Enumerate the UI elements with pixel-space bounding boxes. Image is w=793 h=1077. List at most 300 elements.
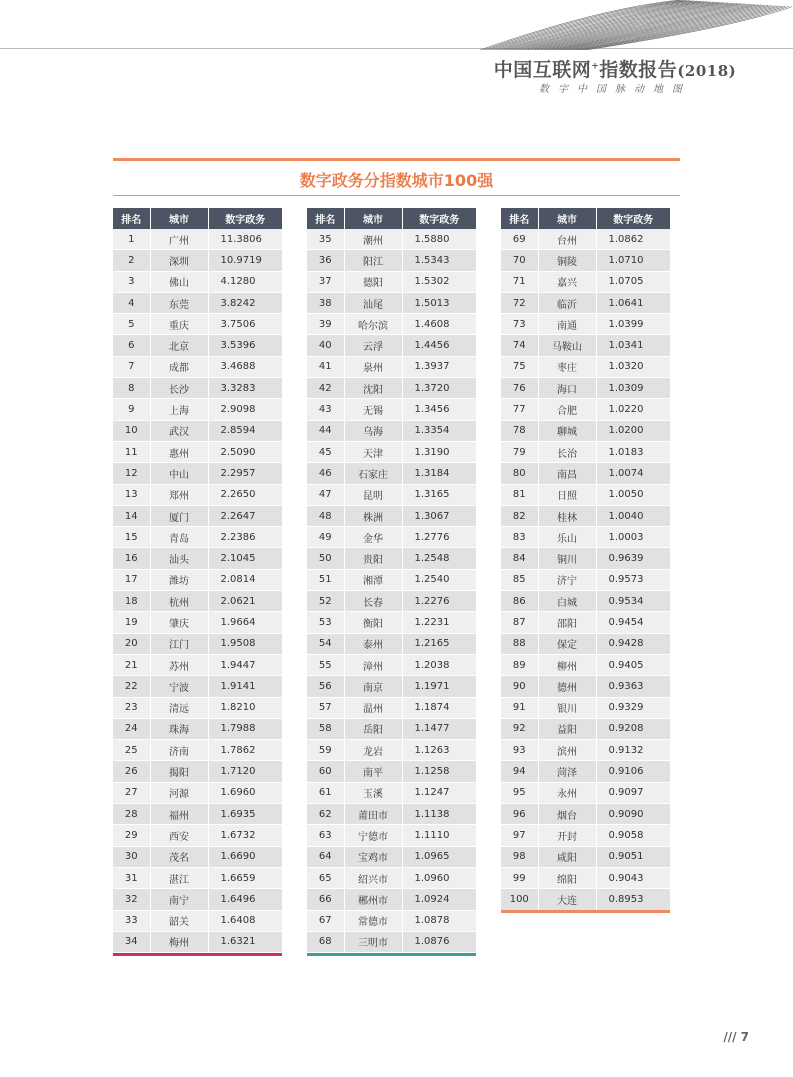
rank-cell: 60 [307,761,344,782]
rank-cell: 9 [113,399,150,420]
rank-cell: 18 [113,591,150,612]
city-cell: 宁波 [150,676,208,697]
table-row [113,527,282,548]
score-cell: 3.7506 [208,314,282,335]
table-row [501,314,670,335]
table-row [307,591,476,612]
city-cell: 韶关 [150,910,208,931]
rank-cell: 34 [113,931,150,952]
ranking-table-3 [501,208,670,911]
table-row [113,484,282,505]
table-row [501,229,670,250]
score-cell: 1.1247 [402,782,476,803]
score-cell: 2.5090 [208,441,282,462]
rank-cell: 76 [501,378,538,399]
city-cell: 茂名 [150,846,208,867]
table-row [113,463,282,484]
table-row [113,825,282,846]
rank-cell: 28 [113,804,150,825]
rank-cell: 16 [113,548,150,569]
table-row [307,654,476,675]
rank-cell: 78 [501,420,538,441]
table-row [501,378,670,399]
score-cell: 1.9508 [208,633,282,654]
score-cell: 1.7120 [208,761,282,782]
score-cell: 2.2386 [208,527,282,548]
city-cell: 江门 [150,633,208,654]
col-header-city: 城市 [344,208,402,229]
score-cell: 1.3937 [402,356,476,377]
rank-cell: 77 [501,399,538,420]
city-cell: 南宁 [150,889,208,910]
table-row [501,782,670,803]
rank-cell: 31 [113,867,150,888]
score-cell: 1.3456 [402,399,476,420]
city-cell: 惠州 [150,441,208,462]
city-cell: 中山 [150,463,208,484]
city-cell: 益阳 [538,718,596,739]
rank-cell: 89 [501,654,538,675]
city-cell: 武汉 [150,420,208,441]
table-header-row [501,208,670,229]
city-cell: 西安 [150,825,208,846]
score-cell: 0.9208 [596,718,670,739]
table-row [501,612,670,633]
city-cell: 贵阳 [344,548,402,569]
city-cell: 莆田市 [344,804,402,825]
col-header-city: 城市 [538,208,596,229]
col-header-score: 数字政务 [596,208,670,229]
score-cell: 11.3806 [208,229,282,250]
city-cell: 潮州 [344,229,402,250]
table-row [501,676,670,697]
city-cell: 东莞 [150,292,208,313]
score-cell: 1.6935 [208,804,282,825]
table-row [307,548,476,569]
table-row [113,718,282,739]
city-cell: 岳阳 [344,718,402,739]
score-cell: 1.0399 [596,314,670,335]
city-cell: 长治 [538,441,596,462]
city-cell: 湛江 [150,867,208,888]
rank-cell: 66 [307,889,344,910]
city-cell: 无锡 [344,399,402,420]
score-cell: 1.1971 [402,676,476,697]
city-cell: 滨州 [538,740,596,761]
score-cell: 1.1110 [402,825,476,846]
score-cell: 1.1874 [402,697,476,718]
table-row [307,633,476,654]
table-row [501,591,670,612]
table-row [501,548,670,569]
rank-cell: 27 [113,782,150,803]
city-cell: 成都 [150,356,208,377]
table-row [113,910,282,931]
city-cell: 深圳 [150,250,208,271]
rank-cell: 11 [113,441,150,462]
city-cell: 德州 [538,676,596,697]
rank-cell: 85 [501,569,538,590]
score-cell: 1.6321 [208,931,282,952]
col-header-rank: 排名 [307,208,344,229]
city-cell: 肇庆 [150,612,208,633]
rank-cell: 22 [113,676,150,697]
table-row [307,292,476,313]
table-header-row [307,208,476,229]
rank-cell: 79 [501,441,538,462]
score-cell: 0.9573 [596,569,670,590]
table-row [113,782,282,803]
table-row [307,612,476,633]
rank-cell: 71 [501,271,538,292]
city-cell: 哈尔滨 [344,314,402,335]
table-row [501,740,670,761]
score-cell: 1.5013 [402,292,476,313]
score-cell: 1.2038 [402,654,476,675]
rank-cell: 44 [307,420,344,441]
rank-cell: 50 [307,548,344,569]
table-row [501,825,670,846]
table-row [501,527,670,548]
table-row [307,804,476,825]
city-cell: 广州 [150,229,208,250]
rank-cell: 42 [307,378,344,399]
table-row [501,356,670,377]
table-1-bottom-bar [113,953,282,956]
score-cell: 1.0040 [596,505,670,526]
rank-cell: 23 [113,697,150,718]
rank-cell: 91 [501,697,538,718]
city-cell: 梅州 [150,931,208,952]
table-row [113,335,282,356]
city-cell: 柳州 [538,654,596,675]
city-cell: 泉州 [344,356,402,377]
city-cell: 德阳 [344,271,402,292]
table-row [113,378,282,399]
table-row [501,399,670,420]
title-bottom-rule [113,195,680,196]
score-cell: 1.0641 [596,292,670,313]
score-cell: 1.0320 [596,356,670,377]
table-row [307,271,476,292]
rank-cell: 88 [501,633,538,654]
table-row [307,910,476,931]
score-cell: 1.2540 [402,569,476,590]
header-decoration-graphic [480,0,793,50]
score-cell: 1.3720 [402,378,476,399]
col-header-score: 数字政务 [208,208,282,229]
rank-cell: 35 [307,229,344,250]
city-cell: 铜陵 [538,250,596,271]
score-cell: 1.6690 [208,846,282,867]
rank-cell: 81 [501,484,538,505]
score-cell: 1.0200 [596,420,670,441]
rank-cell: 75 [501,356,538,377]
rank-cell: 98 [501,846,538,867]
score-cell: 3.3283 [208,378,282,399]
table-row [307,399,476,420]
rank-cell: 63 [307,825,344,846]
score-cell: 1.9141 [208,676,282,697]
rank-cell: 52 [307,591,344,612]
city-cell: 开封 [538,825,596,846]
rank-cell: 84 [501,548,538,569]
score-cell: 1.3067 [402,505,476,526]
score-cell: 0.9363 [596,676,670,697]
score-cell: 2.0621 [208,591,282,612]
table-row [307,825,476,846]
city-cell: 绍兴市 [344,867,402,888]
table-row [307,420,476,441]
rank-cell: 65 [307,867,344,888]
rank-cell: 54 [307,633,344,654]
city-cell: 长春 [344,591,402,612]
city-cell: 绵阳 [538,867,596,888]
city-cell: 济南 [150,740,208,761]
score-cell: 1.3354 [402,420,476,441]
score-cell: 2.8594 [208,420,282,441]
rank-cell: 70 [501,250,538,271]
score-cell: 1.3190 [402,441,476,462]
score-cell: 10.9719 [208,250,282,271]
table-row [307,335,476,356]
rank-cell: 64 [307,846,344,867]
rank-cell: 3 [113,271,150,292]
rank-cell: 97 [501,825,538,846]
table-row [113,867,282,888]
rank-cell: 2 [113,250,150,271]
city-cell: 保定 [538,633,596,654]
report-title: 中国互联网+指数报告(2018) [493,59,737,81]
city-cell: 漳州 [344,654,402,675]
score-cell: 0.9090 [596,804,670,825]
city-cell: 汕尾 [344,292,402,313]
table-row [307,697,476,718]
score-cell: 0.9132 [596,740,670,761]
table-row [307,356,476,377]
city-cell: 石家庄 [344,463,402,484]
city-cell: 珠海 [150,718,208,739]
rank-cell: 94 [501,761,538,782]
table-3-bottom-bar [501,910,670,913]
city-cell: 佛山 [150,271,208,292]
city-cell: 三明市 [344,931,402,952]
city-cell: 南昌 [538,463,596,484]
city-cell: 郴州市 [344,889,402,910]
city-cell: 嘉兴 [538,271,596,292]
score-cell: 4.1280 [208,271,282,292]
city-cell: 乐山 [538,527,596,548]
table-row [307,867,476,888]
rank-cell: 51 [307,569,344,590]
table-row [113,292,282,313]
table-row [307,931,476,952]
rank-cell: 5 [113,314,150,335]
city-cell: 聊城 [538,420,596,441]
city-cell: 青岛 [150,527,208,548]
city-cell: 厦门 [150,505,208,526]
rank-cell: 68 [307,931,344,952]
rank-cell: 29 [113,825,150,846]
score-cell: 2.2647 [208,505,282,526]
city-cell: 福州 [150,804,208,825]
rank-cell: 74 [501,335,538,356]
score-cell: 1.9447 [208,654,282,675]
score-cell: 1.6408 [208,910,282,931]
table-row [113,505,282,526]
score-cell: 0.9097 [596,782,670,803]
city-cell: 合肥 [538,399,596,420]
score-cell: 1.2231 [402,612,476,633]
rank-cell: 57 [307,697,344,718]
score-cell: 0.9329 [596,697,670,718]
score-cell: 1.2276 [402,591,476,612]
page-number: /// 7 [723,1030,749,1044]
table-row [501,846,670,867]
score-cell: 1.5302 [402,271,476,292]
score-cell: 0.9058 [596,825,670,846]
report-subtitle: 数字中国脉动地图 [539,84,691,95]
score-cell: 1.8210 [208,697,282,718]
table-row [501,761,670,782]
rank-cell: 49 [307,527,344,548]
city-cell: 郑州 [150,484,208,505]
table-row [113,314,282,335]
table-title: 数字政务分指数城市100强 [299,171,494,190]
score-cell: 0.9534 [596,591,670,612]
score-cell: 1.0862 [596,229,670,250]
table-2-bottom-bar [307,953,476,956]
score-cell: 1.0965 [402,846,476,867]
table-row [113,931,282,952]
rank-cell: 87 [501,612,538,633]
table-row [113,676,282,697]
table-row [113,591,282,612]
rank-cell: 41 [307,356,344,377]
city-cell: 沈阳 [344,378,402,399]
city-cell: 重庆 [150,314,208,335]
city-cell: 泰州 [344,633,402,654]
rank-cell: 21 [113,654,150,675]
city-cell: 海口 [538,378,596,399]
table-row [501,463,670,484]
title-top-rule [113,158,680,161]
table-row [501,718,670,739]
table-row [307,314,476,335]
score-cell: 0.9405 [596,654,670,675]
city-cell: 邵阳 [538,612,596,633]
table-row [307,441,476,462]
city-cell: 阳江 [344,250,402,271]
score-cell: 2.9098 [208,399,282,420]
score-cell: 3.5396 [208,335,282,356]
table-header-row [113,208,282,229]
table-row [113,846,282,867]
score-cell: 1.7988 [208,718,282,739]
score-cell: 1.0705 [596,271,670,292]
table-row [501,505,670,526]
score-cell: 2.2650 [208,484,282,505]
city-cell: 枣庄 [538,356,596,377]
score-cell: 1.3165 [402,484,476,505]
table-row [307,250,476,271]
rank-cell: 12 [113,463,150,484]
table-row [113,612,282,633]
table-row [501,335,670,356]
score-cell: 0.9639 [596,548,670,569]
rank-cell: 32 [113,889,150,910]
rank-cell: 100 [501,889,538,910]
table-row [113,399,282,420]
score-cell: 1.0710 [596,250,670,271]
city-cell: 乌海 [344,420,402,441]
city-cell: 永州 [538,782,596,803]
table-row [113,569,282,590]
city-cell: 银川 [538,697,596,718]
score-cell: 1.3184 [402,463,476,484]
city-cell: 清远 [150,697,208,718]
score-cell: 2.0814 [208,569,282,590]
score-cell: 1.0050 [596,484,670,505]
rank-cell: 61 [307,782,344,803]
table-row [501,654,670,675]
rank-cell: 19 [113,612,150,633]
table-row [307,846,476,867]
score-cell: 1.6960 [208,782,282,803]
table-row [113,271,282,292]
score-cell: 1.4456 [402,335,476,356]
rank-cell: 67 [307,910,344,931]
score-cell: 1.6496 [208,889,282,910]
score-cell: 1.0003 [596,527,670,548]
rank-cell: 69 [501,229,538,250]
city-cell: 金华 [344,527,402,548]
table-row [307,782,476,803]
table-row [501,250,670,271]
rank-cell: 55 [307,654,344,675]
col-header-city: 城市 [150,208,208,229]
table-row [113,548,282,569]
table-row [113,804,282,825]
city-cell: 苏州 [150,654,208,675]
city-cell: 济宁 [538,569,596,590]
table-row [501,889,670,910]
city-cell: 南京 [344,676,402,697]
score-cell: 1.0074 [596,463,670,484]
rank-cell: 8 [113,378,150,399]
table-row [113,697,282,718]
city-cell: 玉溪 [344,782,402,803]
rank-cell: 95 [501,782,538,803]
rank-cell: 36 [307,250,344,271]
col-header-rank: 排名 [501,208,538,229]
city-cell: 临沂 [538,292,596,313]
rank-cell: 30 [113,846,150,867]
city-cell: 潍坊 [150,569,208,590]
rank-cell: 82 [501,505,538,526]
table-row [113,229,282,250]
table-row [307,229,476,250]
table-row [501,569,670,590]
city-cell: 大连 [538,889,596,910]
city-cell: 台州 [538,229,596,250]
score-cell: 2.1045 [208,548,282,569]
city-cell: 铜川 [538,548,596,569]
city-cell: 马鞍山 [538,335,596,356]
rank-cell: 7 [113,356,150,377]
rank-cell: 26 [113,761,150,782]
rank-cell: 6 [113,335,150,356]
